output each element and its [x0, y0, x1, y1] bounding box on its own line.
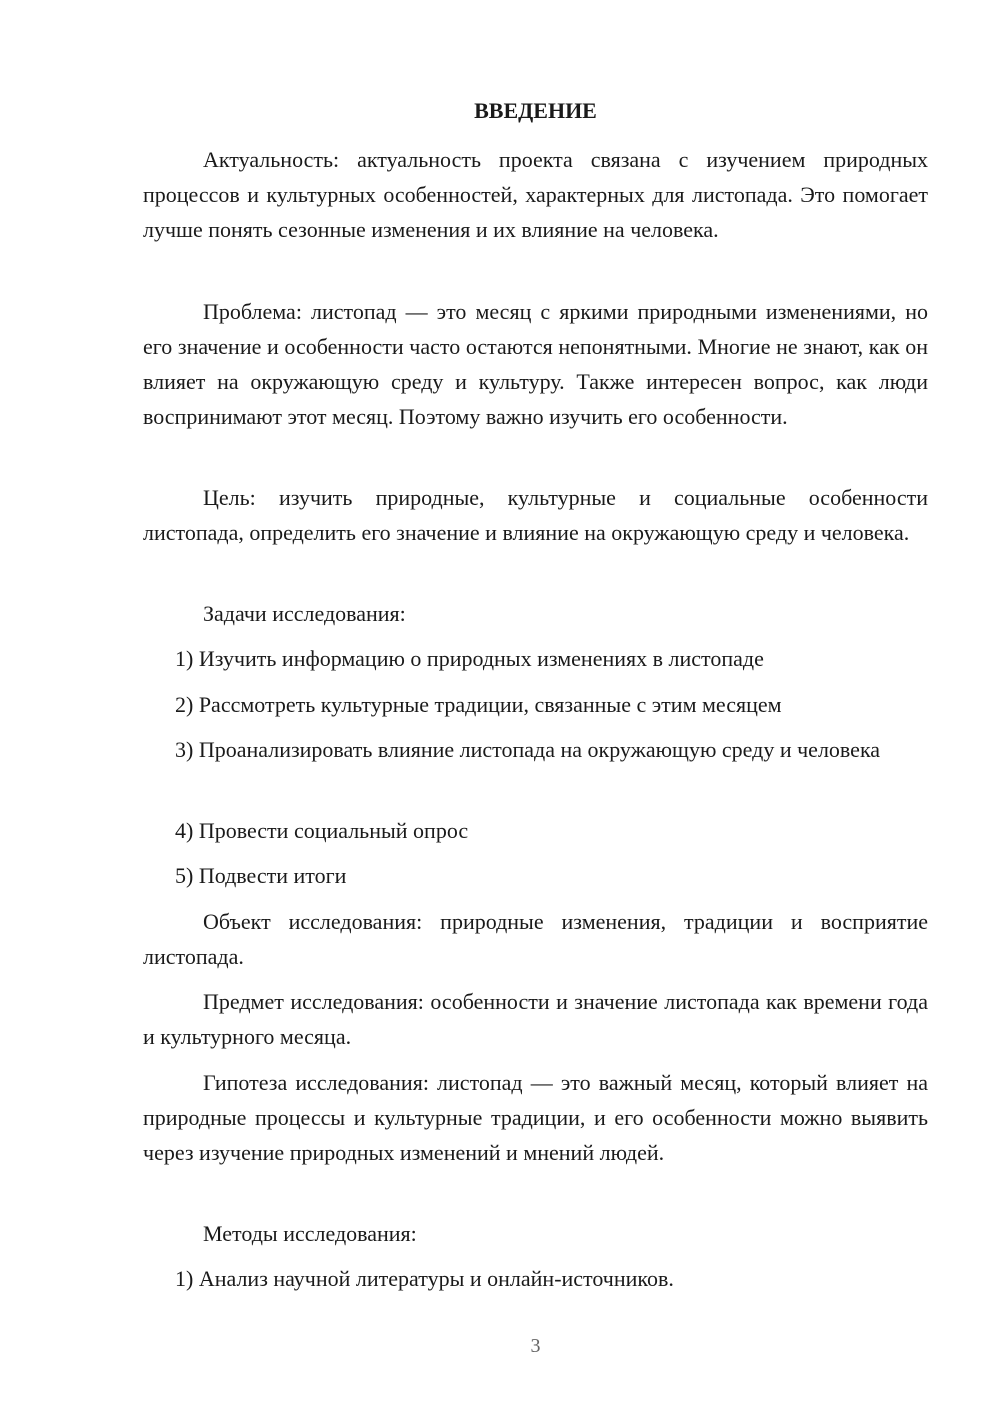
subject-paragraph: Предмет исследования: особенности и значение листопада как времени года и культурного месяца.: [143, 989, 928, 1049]
problem-paragraph: Проблема: листопад — это месяц с яркими природными изменениями, но его значение и особенности часто остаются непонятными. Многие не знают, как он влияет на окружающую среду и культуру. Также интересен вопрос, как люди воспринимают этот месяц. Поэтому важно изучить его особенности.: [143, 299, 928, 429]
task-item-1: 1) Изучить информацию о природных изменениях в листопаде: [175, 646, 764, 671]
tasks-heading: Задачи исследования:: [203, 601, 406, 626]
object-paragraph: Объект исследования: природные изменения, традиции и восприятие листопада.: [143, 909, 928, 969]
task-item-3: 3) Проанализировать влияние листопада на окружающую среду и человека: [175, 737, 881, 762]
relevance-paragraph: Актуальность: актуальность проекта связана с изучением природных процессов и культурных особенностей, характерных для листопада. Это помогает лучше понять сезонные изменения и их влияние на человека.: [143, 147, 928, 242]
task-item-2: 2) Рассмотреть культурные традиции, связанные с этим месяцем: [175, 692, 782, 717]
method-item-1: 1) Анализ научной литературы и онлайн-источников.: [175, 1266, 674, 1291]
page-number: 3: [530, 1335, 541, 1357]
hypothesis-paragraph: Гипотеза исследования: листопад — это важный месяц, который влияет на природные процессы и культурные традиции, и его особенности можно выявить через изучение природных изменений и мнений людей.: [143, 1070, 928, 1165]
task-item-5: 5) Подвести итоги: [175, 863, 347, 888]
task-item-4: 4) Провести социальный опрос: [175, 818, 469, 843]
section-title: ВВЕДЕНИЕ: [474, 98, 597, 123]
methods-heading: Методы исследования:: [203, 1221, 417, 1246]
goal-paragraph: Цель: изучить природные, культурные и социальные особенности листопада, определить его значение и влияние на окружающую среду и человека.: [143, 485, 928, 545]
